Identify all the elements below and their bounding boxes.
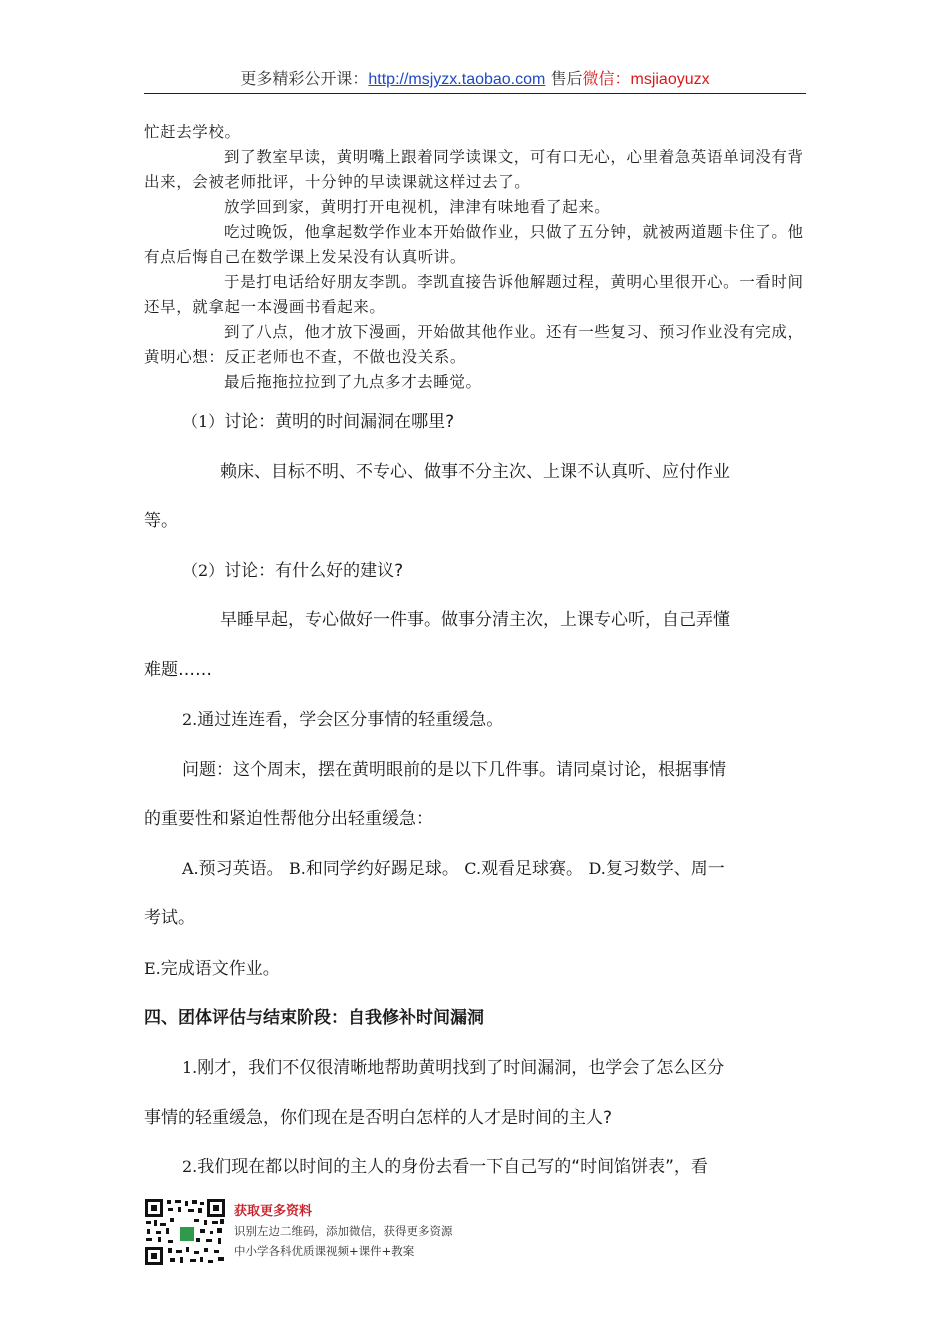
story-paragraph: 吃过晚饭，他拿起数学作业本开始做作业，只做了五分钟，就被两道题卡住了。他有点后悔自己在数学课上发呆没有认真听讲。 — [144, 223, 804, 266]
discussion-2-number: （2） — [182, 561, 225, 580]
option-d-text: 复习数学、周一 — [605, 859, 725, 879]
section-4-item-2-text: 我们现在都以时间的主人的身份去看一下自己写的“时间馅饼表”，看 — [197, 1157, 708, 1177]
section-4-item-2-line-1 — [182, 1155, 708, 1179]
answer-1-line-2: 等。 — [144, 511, 178, 531]
option-e-text: 完成语文作业。 — [160, 959, 280, 979]
section-4-heading: 四、团体评估与结束阶段：自我修补时间漏洞 — [144, 1008, 484, 1028]
discussion-1-text: 讨论：黄明的时间漏洞在哪里? — [224, 412, 455, 432]
story-block — [144, 120, 806, 395]
section-4-item-2-number: 2. — [182, 1157, 198, 1176]
qr-logo-icon — [178, 1225, 196, 1243]
story-paragraph: 放学回到家，黄明打开电视机，津津有味地看了起来。 — [224, 198, 611, 216]
wechat-label: 微信： — [582, 69, 631, 88]
discussion-1 — [182, 410, 454, 434]
answer-1-line-1: 赖床、目标不明、不专心、做事不分主次、上课不认真听、应付作业 — [220, 462, 730, 482]
story-paragraph: 最后拖拖拉拉到了九点多才去睡觉。 — [224, 373, 482, 391]
shop-link[interactable]: http://msjyzx.taobao.com — [368, 71, 546, 88]
section-4-item-1-number: 1. — [182, 1058, 198, 1077]
story-paragraph: 到了教室早读，黄明嘴上跟着同学读课文，可有口无心，心里着急英语单词没有背出来，会被老师批评，十分钟的早读课就这样过去了。 — [144, 148, 804, 191]
discussion-1-number: （1） — [182, 412, 225, 431]
answer-2-line-1: 早睡早起，专心做好一件事。做事分清主次，上课专心听，自己弄懂 — [220, 610, 730, 630]
option-c-text: 观看足球赛。 — [481, 859, 584, 879]
section-4-item-1-line-2: 事情的轻重缓急，你们现在是否明白怎样的人才是时间的主人? — [144, 1108, 613, 1128]
question-line-2: 的重要性和紧迫性帮他分出轻重缓急： — [144, 809, 433, 829]
item-2-number: 2. — [182, 710, 198, 729]
option-a-text: 预习英语。 — [198, 859, 284, 879]
footer-title: 获取更多资料 — [234, 1204, 313, 1219]
header-label: 更多精彩公开课： — [240, 69, 369, 88]
item-2 — [182, 708, 503, 732]
question-line-1: 问题：这个周末，摆在黄明眼前的是以下几件事。请同桌讨论，根据事情 — [182, 760, 726, 780]
option-c-key: C. — [464, 859, 482, 878]
discussion-2 — [182, 559, 403, 583]
option-b-text: 和同学约好踢足球。 — [305, 859, 459, 879]
footer-line-2: 中小学各科优质课视频+课件+教案 — [234, 1244, 415, 1258]
footer-promo — [144, 1198, 484, 1268]
section-4-item-1-line-1 — [182, 1056, 724, 1080]
option-d-continued: 考试。 — [144, 908, 195, 928]
item-2-text: 通过连连看，学会区分事情的轻重缓急。 — [197, 710, 504, 730]
option-a-key: A. — [182, 859, 199, 878]
story-paragraph: 于是打电话给好朋友李凯。李凯直接告诉他解题过程，黄明心里很开心。一看时间还早，就拿起一本漫画书看起来。 — [144, 273, 804, 316]
option-e — [144, 957, 280, 981]
footer-line-1: 识别左边二维码，添加微信，获得更多资源 — [234, 1224, 453, 1238]
header-divider — [144, 93, 806, 94]
after-sales-label: 售后 — [550, 69, 583, 88]
options-line — [182, 857, 725, 881]
section-4-item-1-text: 刚才，我们不仅很清晰地帮助黄明找到了时间漏洞，也学会了怎么区分 — [197, 1058, 725, 1078]
wechat-account: msjiaoyuzx — [630, 71, 710, 88]
answer-2-line-2: 难题…… — [144, 660, 212, 680]
page-header — [144, 66, 806, 93]
discussion-2-text: 讨论：有什么好的建议? — [224, 561, 404, 581]
story-paragraph: 到了八点，他才放下漫画，开始做其他作业。还有一些复习、预习作业没有完成，黄明心想：反正老师也不查，不做也没关系。 — [144, 323, 804, 366]
option-b-key: B. — [289, 859, 306, 878]
story-paragraph: 忙赶去学校。 — [144, 123, 241, 141]
option-e-key: E. — [144, 959, 161, 978]
option-d-key: D. — [588, 859, 606, 878]
